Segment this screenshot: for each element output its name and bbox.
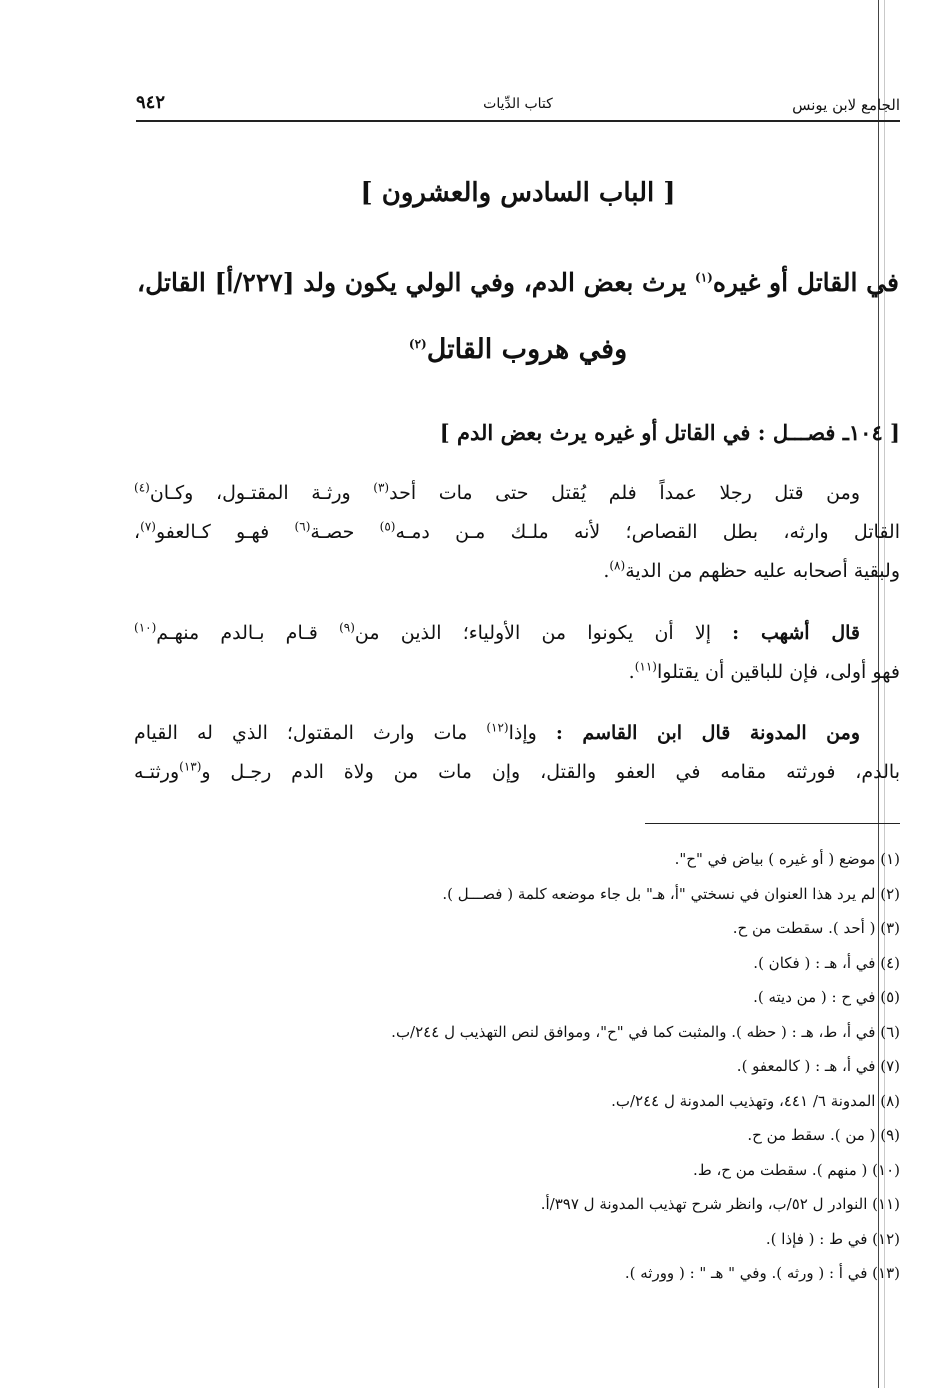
text-line: بالدم، فورثته مقامه في العفو والقتل، وإن مات من ولاة الدم رجـل و$^{(١٣)}$ورثتـه bbox=[134, 759, 900, 783]
title-line-1 bbox=[136, 268, 900, 297]
footnote: (٨) المدونة ٦/ ٤٤١، وتهذيب المدونة ل ٢٤٤/ب. bbox=[611, 1091, 900, 1110]
footnote: (٥) في ح : ( من ديته ). bbox=[753, 988, 900, 1006]
text-line: ومن المدونة قال ابن القاسم : وإذا$^{(١٢)}$ مات وارث المقتول؛ الذي له القيام bbox=[134, 720, 860, 744]
footnote-ref: (١١) bbox=[634, 659, 657, 674]
text-line: ومن قتل رجلا عمداً فلم يُقتل حتى مات أحد$^{(٣)}$ ورثـة المقتـول، وكـان$^{(٤)}$ bbox=[134, 480, 860, 504]
footnote-ref: (٢) bbox=[408, 337, 427, 351]
footnote-ref: (٧) bbox=[140, 519, 156, 534]
header-chapter-title: كتاب الدِّيات bbox=[483, 96, 553, 112]
title-text: في القاتل أو غيره bbox=[712, 268, 899, 297]
footnote: (٣) ( أحد ). سقطت من ح. bbox=[732, 919, 900, 937]
footnote: (٦) في أ، ط، هـ : ( حظه ). والمثبت كما في "ح"، وموافق لنص التهذيب ل ٢٤٤/ب. bbox=[391, 1022, 900, 1041]
footnote-rule bbox=[645, 823, 900, 824]
speaker-label: ومن المدونة قال ابن القاسم : bbox=[555, 722, 860, 744]
footnote: (٩) ( من ). سقط من ح. bbox=[747, 1126, 900, 1144]
text-line: قال أشهب : إلا أن يكونوا من الأولياء؛ الذين من$^{(٩)}$ قـام بـالدم منهـم$^{(١٠)}$ bbox=[134, 620, 860, 644]
footnote-ref: (٣) bbox=[373, 480, 390, 495]
page-number: ٩٤٢ bbox=[136, 92, 166, 113]
speaker-label: قال أشهب : bbox=[732, 622, 860, 644]
footnote: (١٣) في أ : ( ورثه ). وفي " هـ " : ( وورثه ). bbox=[624, 1264, 900, 1282]
header-rule bbox=[136, 120, 900, 122]
footnote-ref: (٩) bbox=[339, 620, 355, 635]
text-line: فهو أولى، فإن للباقين أن يقتلوا$^{(١١)}$. bbox=[628, 659, 900, 683]
title-text: وفي هروب القاتل bbox=[426, 334, 628, 365]
header-book-title: الجامع لابن يونس bbox=[792, 96, 900, 114]
footnote: (١١) النوادر ل ٥٢/ب، وانظر شرح تهذيب المدونة ل ٣٩٧/أ. bbox=[540, 1195, 900, 1213]
footnote: (١٢) في ط : ( فإذا ). bbox=[765, 1229, 900, 1248]
text-line: القاتل وارثه، بطل القصاص؛ لأنه ملـك مـن دمـه$^{(٥)}$ حصـة$^{(٦)}$ فهـو كـالعفو$^{(٧)}$، bbox=[134, 519, 900, 543]
section-heading: [ ١٠٤ـ فصـــل : في القاتل أو غيره يرث بعض الدم ] bbox=[439, 420, 900, 445]
footnote: (١٠) ( منهم ). سقطت من ح، ط. bbox=[693, 1160, 900, 1179]
footnote-ref: (٥) bbox=[379, 519, 396, 534]
footnote-ref: (٦) bbox=[294, 519, 311, 534]
title-line-2 bbox=[136, 334, 900, 365]
chapter-heading: [ الباب السادس والعشرون ] bbox=[360, 178, 676, 208]
paragraph-1 bbox=[134, 474, 900, 591]
footnote: (١) موضع ( أو غيره ) بياض في "ح". bbox=[674, 850, 900, 868]
footnote-ref: (٤) bbox=[134, 480, 150, 495]
footnote-ref: (١) bbox=[695, 270, 713, 285]
footnote-ref: (٨) bbox=[609, 558, 626, 573]
footnote-ref: (١٢) bbox=[486, 720, 509, 735]
running-header bbox=[136, 92, 900, 118]
paragraph-2 bbox=[134, 614, 900, 692]
footnote-ref: (١٣) bbox=[179, 759, 202, 774]
footnote: (٤) في أ، هـ : ( فكان ). bbox=[753, 953, 900, 972]
footnote: (٧) في أ، هـ : ( كالمعفو ). bbox=[736, 1057, 900, 1075]
paragraph-3 bbox=[134, 714, 900, 792]
text-line: ولبقية أصحابه عليه حظهم من الدية$^{(٨)}$. bbox=[603, 558, 900, 582]
footnote-ref: (١٠) bbox=[134, 620, 157, 635]
title-text: يرث بعض الدم، وفي الولي يكون ولد [٢٢٧/أ] القاتل، bbox=[137, 268, 695, 297]
footnotes bbox=[136, 842, 900, 1291]
footnote: (٢) لم يرد هذا العنوان في نسختي "أ، هـ" بل جاء موضعه كلمة ( فصـــل ). bbox=[442, 884, 900, 903]
